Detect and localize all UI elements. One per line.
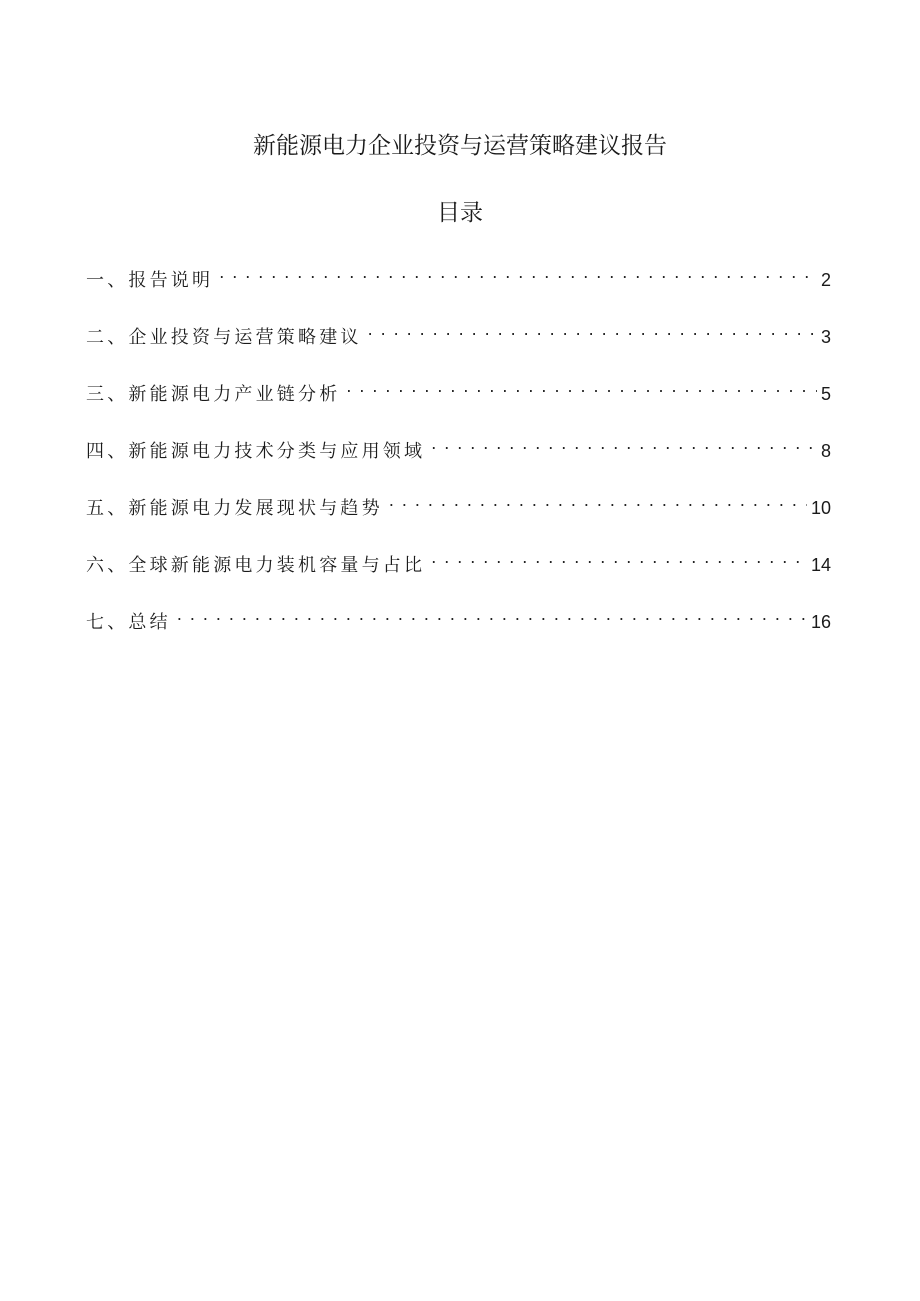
toc-entry-3[interactable] <box>86 372 831 429</box>
toc-dot-leader <box>177 600 807 628</box>
toc-heading: 目录 <box>437 200 483 226</box>
toc-dot-leader <box>368 315 817 343</box>
toc-entry-6[interactable] <box>86 543 831 600</box>
toc-entry-page: 2 <box>820 270 831 290</box>
toc-entry-page: 16 <box>810 612 831 632</box>
toc-entry-label: 六、全球新能源电力装机容量与占比 <box>86 555 426 576</box>
toc-entry-label: 四、新能源电力技术分类与应用领域 <box>86 441 426 462</box>
toc-entry-label: 七、总结 <box>86 612 171 633</box>
toc-entry-label: 二、企业投资与运营策略建议 <box>86 327 362 348</box>
toc-entry-page: 3 <box>820 327 831 347</box>
document-title: 新能源电力企业投资与运营策略建议报告 <box>253 133 667 159</box>
toc-entry-label: 三、新能源电力产业链分析 <box>86 384 341 405</box>
toc-dot-leader <box>389 486 807 514</box>
toc-dot-leader <box>431 543 807 571</box>
toc-entry-label: 五、新能源电力发展现状与趋势 <box>86 498 383 519</box>
toc-entry-page: 8 <box>820 441 831 461</box>
toc-entry-5[interactable] <box>86 486 831 543</box>
toc-dot-leader <box>346 372 817 400</box>
toc-dot-leader <box>219 258 817 286</box>
toc-entry-page: 14 <box>810 555 831 575</box>
toc-entry-label: 一、报告说明 <box>86 270 214 291</box>
toc-entry-7[interactable] <box>86 600 831 657</box>
toc-entry-1[interactable] <box>86 258 831 315</box>
toc-entry-4[interactable] <box>86 429 831 486</box>
toc-dot-leader <box>431 429 817 457</box>
table-of-contents <box>86 258 831 657</box>
toc-entry-2[interactable] <box>86 315 831 372</box>
toc-entry-page: 10 <box>810 498 831 518</box>
toc-entry-page: 5 <box>820 384 831 404</box>
